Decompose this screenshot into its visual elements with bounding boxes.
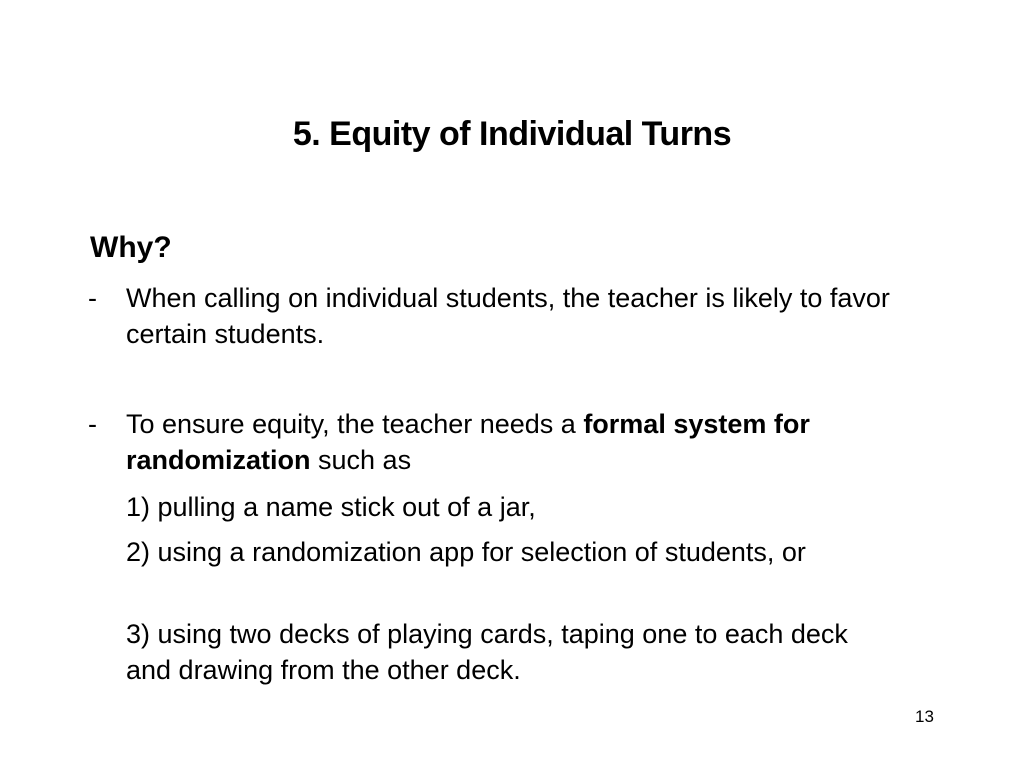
point2-emphasis: formal system for randomization: [126, 409, 810, 475]
bullet-point-1: When calling on individual students, the teacher is likely to favor certain students.: [126, 283, 890, 349]
page-number: 13: [915, 707, 934, 726]
bullet-marker: -: [88, 283, 97, 313]
option-1: 1) pulling a name stick out of a jar,: [126, 492, 536, 522]
point2-prefix: To ensure equity, the teacher needs a: [126, 409, 584, 439]
point2-suffix: such as: [310, 445, 412, 475]
option-2: 2) using a randomization app for selection of students, or: [126, 537, 806, 567]
section-heading: Why?: [90, 231, 172, 264]
bullet-point-2: [126, 406, 956, 478]
slide-title: 5. Equity of Individual Turns: [292, 115, 732, 153]
option-3: 3) using two decks of playing cards, taping one to each deck and drawing from the other deck.: [126, 619, 848, 685]
bullet-marker: -: [88, 409, 97, 439]
